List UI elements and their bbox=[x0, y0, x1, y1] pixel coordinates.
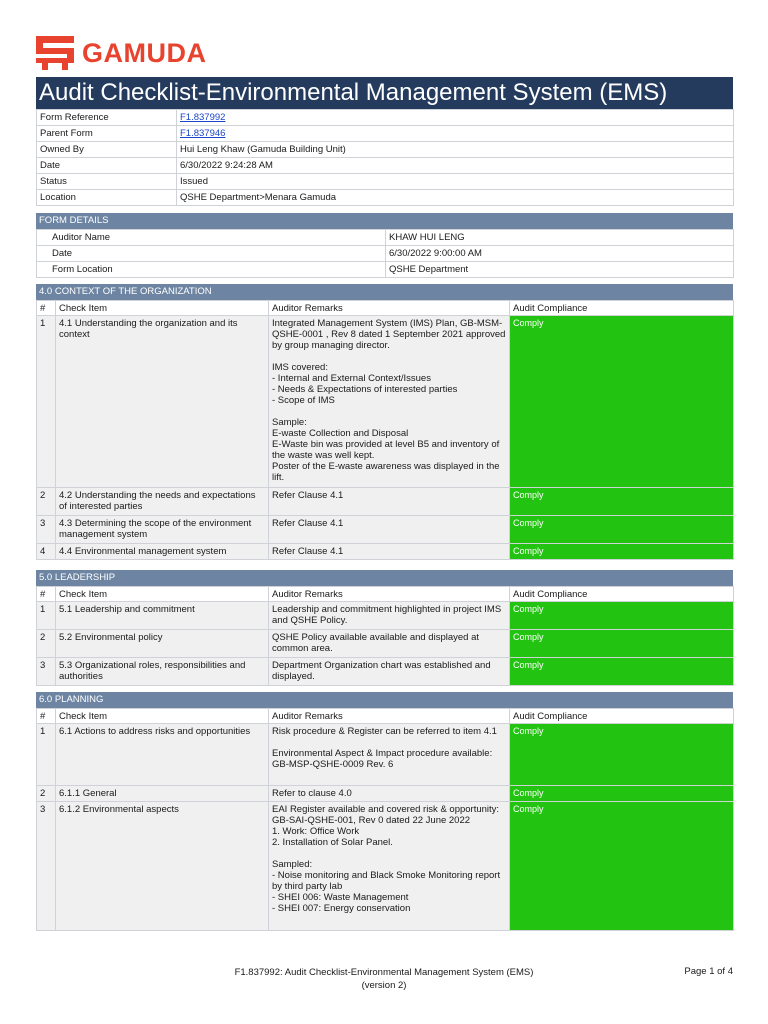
info-row bbox=[37, 190, 734, 206]
info-label: Parent Form bbox=[37, 126, 177, 142]
audit-compliance-status: Comply bbox=[510, 516, 734, 544]
audit-compliance-status: Comply bbox=[510, 802, 734, 931]
checklist-row bbox=[37, 544, 734, 560]
checklist-row bbox=[37, 316, 734, 488]
check-item: 5.2 Environmental policy bbox=[56, 630, 269, 658]
row-number: 3 bbox=[37, 658, 56, 686]
row-number: 1 bbox=[37, 602, 56, 630]
checklist-row bbox=[37, 724, 734, 786]
logo-text: GAMUDA bbox=[82, 37, 207, 68]
row-number: 1 bbox=[37, 724, 56, 786]
check-item: 4.4 Environmental management system bbox=[56, 544, 269, 560]
row-number: 2 bbox=[37, 630, 56, 658]
info-row bbox=[37, 142, 734, 158]
checklist-row bbox=[37, 630, 734, 658]
info-row bbox=[37, 126, 734, 142]
check-item: 6.1.1 General bbox=[56, 786, 269, 802]
auditor-remarks: Integrated Management System (IMS) Plan, GB-MSM-QSHE-0001 , Rev 8 dated 1 September 2021 approved by group managing director. IMS covered: - Internal and External Context/Issues - Needs & Expectations of interested parties - Scope of IMS Sample: E-waste Collection and Disposal E-Waste bin was provided at level B5 and inventory of the waste was well kept. Poster of the E-waste awareness was displayed in the lift. bbox=[269, 316, 510, 488]
info-row bbox=[37, 174, 734, 190]
column-header-auditor-remarks: Auditor Remarks bbox=[269, 709, 510, 724]
column-header-audit-compliance: Audit Compliance bbox=[510, 709, 734, 724]
details-row bbox=[37, 246, 734, 262]
info-label: Status bbox=[37, 174, 177, 190]
column-header-check-item: Check Item bbox=[56, 587, 269, 602]
audit-compliance-status: Comply bbox=[510, 316, 734, 488]
auditor-remarks: Refer to clause 4.0 bbox=[269, 786, 510, 802]
check-item: 4.1 Understanding the organization and its context bbox=[56, 316, 269, 488]
details-label: Form Location bbox=[37, 262, 386, 278]
check-item: 6.1 Actions to address risks and opportunities bbox=[56, 724, 269, 786]
section-table-context bbox=[36, 300, 734, 560]
check-item: 6.1.2 Environmental aspects bbox=[56, 802, 269, 931]
column-header-auditor-remarks: Auditor Remarks bbox=[269, 301, 510, 316]
details-label: Auditor Name bbox=[37, 230, 386, 246]
info-row bbox=[37, 158, 734, 174]
check-item: 4.3 Determining the scope of the environment management system bbox=[56, 516, 269, 544]
checklist-row bbox=[37, 802, 734, 931]
info-label: Form Reference bbox=[37, 110, 177, 126]
column-header-num: # bbox=[37, 587, 56, 602]
column-header-check-item: Check Item bbox=[56, 301, 269, 316]
section-table-planning bbox=[36, 708, 734, 931]
checklist-row bbox=[37, 516, 734, 544]
details-row bbox=[37, 230, 734, 246]
row-number: 2 bbox=[37, 786, 56, 802]
row-number: 3 bbox=[37, 516, 56, 544]
audit-compliance-status: Comply bbox=[510, 544, 734, 560]
checklist-row bbox=[37, 602, 734, 630]
info-label: Date bbox=[37, 158, 177, 174]
column-header-check-item: Check Item bbox=[56, 709, 269, 724]
column-header-audit-compliance: Audit Compliance bbox=[510, 301, 734, 316]
section-heading-planning: 6.0 PLANNING bbox=[36, 692, 733, 708]
section-heading-leadership: 5.0 LEADERSHIP bbox=[36, 570, 733, 586]
auditor-remarks: Leadership and commitment highlighted in project IMS and QSHE Policy. bbox=[269, 602, 510, 630]
info-value: Issued bbox=[177, 174, 734, 190]
details-row bbox=[37, 262, 734, 278]
details-value: KHAW HUI LENG bbox=[386, 230, 734, 246]
auditor-remarks: Risk procedure & Register can be referred to item 4.1 Environmental Aspect & Impact procedure available: GB-MSP-QSHE-0009 Rev. 6 bbox=[269, 724, 510, 786]
auditor-remarks: EAI Register available and covered risk & opportunity: GB-SAI-QSHE-001, Rev 0 dated 22 June 2022 1. Work: Office Work 2. Installation of Solar Panel. Sampled: - Noise monitoring and Black Smoke Monitoring report by third party lab - SHEI 006: Waste Management - SHEI 007: Energy conservation bbox=[269, 802, 510, 931]
auditor-remarks: Refer Clause 4.1 bbox=[269, 488, 510, 516]
column-header-num: # bbox=[37, 709, 56, 724]
details-label: Date bbox=[37, 246, 386, 262]
audit-compliance-status: Comply bbox=[510, 658, 734, 686]
form-info-table bbox=[36, 109, 734, 206]
form-details-heading: FORM DETAILS bbox=[36, 213, 733, 229]
column-header-audit-compliance: Audit Compliance bbox=[510, 587, 734, 602]
footer-form-title bbox=[0, 966, 768, 992]
form-details-table bbox=[36, 229, 734, 278]
column-header-num: # bbox=[37, 301, 56, 316]
form-link[interactable]: F1.837946 bbox=[180, 128, 226, 139]
page-number: Page 1 of 4 bbox=[684, 966, 733, 977]
auditor-remarks: Refer Clause 4.1 bbox=[269, 544, 510, 560]
column-header-auditor-remarks: Auditor Remarks bbox=[269, 587, 510, 602]
form-link[interactable]: F1.837992 bbox=[180, 112, 226, 123]
row-number: 4 bbox=[37, 544, 56, 560]
info-row bbox=[37, 110, 734, 126]
auditor-remarks: QSHE Policy available available and displayed at common area. bbox=[269, 630, 510, 658]
audit-compliance-status: Comply bbox=[510, 602, 734, 630]
check-item: 5.3 Organizational roles, responsibilities and authorities bbox=[56, 658, 269, 686]
details-value: QSHE Department bbox=[386, 262, 734, 278]
checklist-row bbox=[37, 488, 734, 516]
check-item: 4.2 Understanding the needs and expectations of interested parties bbox=[56, 488, 269, 516]
checklist-row bbox=[37, 658, 734, 686]
details-value: 6/30/2022 9:00:00 AM bbox=[386, 246, 734, 262]
info-value: QSHE Department>Menara Gamuda bbox=[177, 190, 734, 206]
footer-line-1: F1.837992: Audit Checklist-Environmental Management System (EMS) bbox=[234, 967, 534, 978]
info-value bbox=[177, 110, 734, 126]
footer-line-2: (version 2) bbox=[361, 980, 407, 991]
row-number: 2 bbox=[37, 488, 56, 516]
gamuda-logo-icon bbox=[36, 36, 74, 70]
audit-compliance-status: Comply bbox=[510, 630, 734, 658]
auditor-remarks: Refer Clause 4.1 bbox=[269, 516, 510, 544]
info-label: Location bbox=[37, 190, 177, 206]
page-title: Audit Checklist-Environmental Management System (EMS) bbox=[36, 77, 733, 109]
row-number: 1 bbox=[37, 316, 56, 488]
row-number: 3 bbox=[37, 802, 56, 931]
audit-compliance-status: Comply bbox=[510, 724, 734, 786]
audit-compliance-status: Comply bbox=[510, 786, 734, 802]
auditor-remarks: Department Organization chart was established and displayed. bbox=[269, 658, 510, 686]
section-table-leadership bbox=[36, 586, 734, 686]
gamuda-logo bbox=[36, 36, 207, 70]
checklist-row bbox=[37, 786, 734, 802]
info-value: 6/30/2022 9:24:28 AM bbox=[177, 158, 734, 174]
info-value bbox=[177, 126, 734, 142]
info-value: Hui Leng Khaw (Gamuda Building Unit) bbox=[177, 142, 734, 158]
section-heading-context: 4.0 CONTEXT OF THE ORGANIZATION bbox=[36, 284, 733, 300]
check-item: 5.1 Leadership and commitment bbox=[56, 602, 269, 630]
info-label: Owned By bbox=[37, 142, 177, 158]
audit-compliance-status: Comply bbox=[510, 488, 734, 516]
